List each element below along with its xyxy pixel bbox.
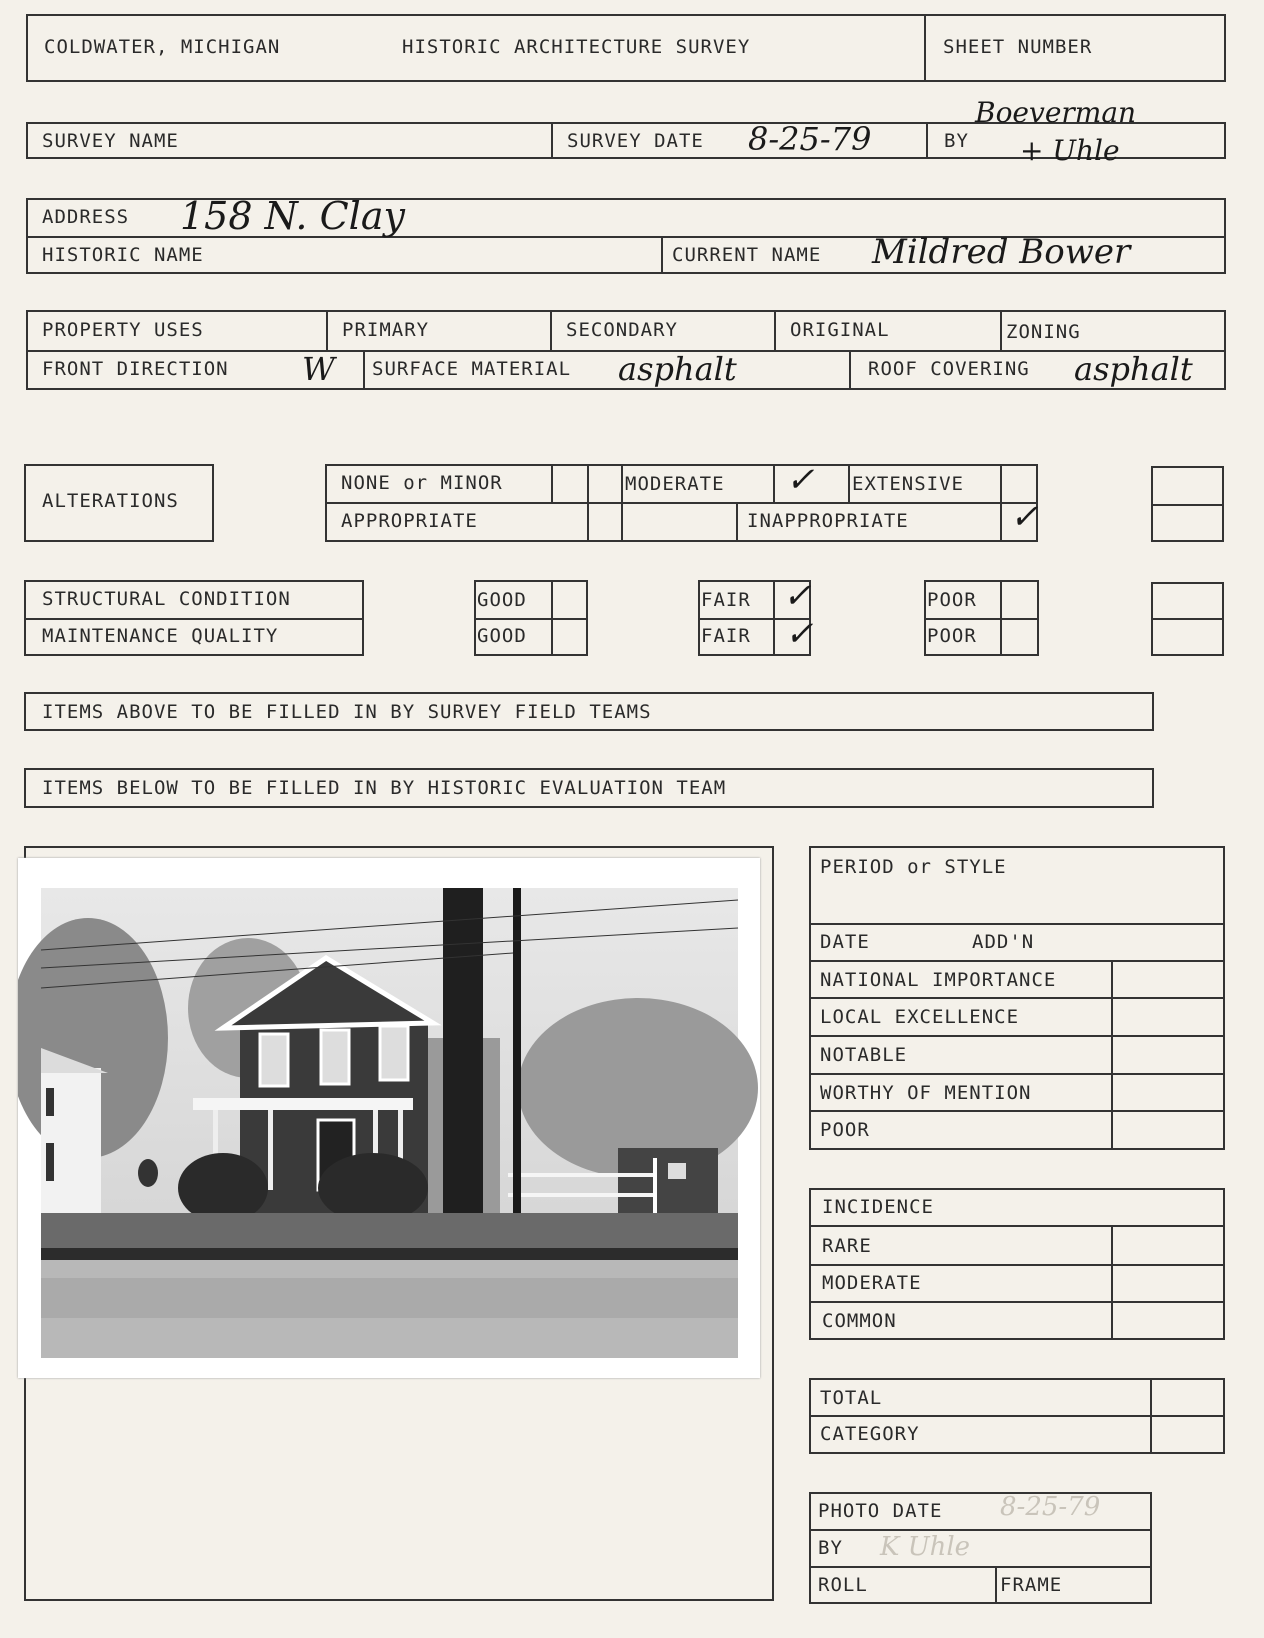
surface-material-value: asphalt [618, 350, 737, 388]
survey-date-label: SURVEY DATE [567, 130, 704, 152]
front-direction-value: W [302, 350, 335, 388]
alt-div-1 [551, 464, 553, 502]
maintenance-poor-label: POOR [927, 625, 977, 647]
roof-covering-label: ROOF COVERING [868, 358, 1030, 380]
total-label: TOTAL [820, 1387, 883, 1409]
photo-div [995, 1566, 997, 1604]
alt-div-7 [1000, 464, 1002, 542]
address-value: 158 N. Clay [180, 194, 405, 238]
survey-by-value-2: + Uhle [1020, 134, 1120, 167]
prop-div-1 [326, 310, 328, 350]
maintenance-fair-label: FAIR [701, 625, 751, 647]
maintenance-fair-check: ✓ [785, 614, 814, 654]
prop-div-5 [363, 350, 365, 390]
incidence-label: INCIDENCE [822, 1196, 934, 1218]
address-label: ADDRESS [42, 206, 130, 228]
eval-line-5 [809, 1073, 1225, 1075]
survey-by-value-1: Boeverman [975, 96, 1137, 129]
photo-area-bottom [24, 1599, 774, 1601]
survey-left-border [26, 122, 28, 159]
sheet-number-label: SHEET NUMBER [943, 36, 1093, 58]
local-excellence-label: LOCAL EXCELLENCE [820, 1006, 1020, 1028]
survey-right-border [1224, 122, 1226, 159]
frame-label: FRAME [1000, 1574, 1063, 1596]
house-photo-image [18, 858, 760, 1378]
eval-poor-label: POOR [820, 1119, 870, 1141]
poor-div [1000, 580, 1002, 656]
structural-fair-label: FAIR [701, 589, 751, 611]
common-label: COMMON [822, 1310, 897, 1332]
survey-div-2 [926, 122, 928, 159]
total-div [1150, 1378, 1152, 1454]
surface-material-label: SURFACE MATERIAL [372, 358, 572, 380]
alt-div-6 [736, 502, 738, 542]
cond-label-mid [24, 618, 364, 620]
category-label: CATEGORY [820, 1423, 920, 1445]
front-direction-label: FRONT DIRECTION [42, 358, 229, 380]
alt-div-5 [848, 464, 850, 502]
inc-line-2 [809, 1264, 1225, 1266]
inappropriate-label: INAPPROPRIATE [747, 510, 909, 532]
eval-line-4 [809, 1035, 1225, 1037]
alterations-label: ALTERATIONS [42, 490, 179, 512]
good-mid [474, 618, 588, 620]
property-uses-label: PROPERTY USES [42, 319, 204, 341]
structural-fair-check: ✓ [783, 576, 812, 616]
house-photograph [18, 858, 760, 1378]
address-div [661, 236, 663, 274]
zoning-label: ZONING [1006, 321, 1081, 343]
photo-by-value: K Uhle [880, 1532, 971, 1562]
alt-div-3 [621, 464, 623, 542]
alt-div-2 [587, 464, 589, 542]
inc-div [1111, 1225, 1113, 1340]
structural-poor-label: POOR [927, 589, 977, 611]
note-below: ITEMS BELOW TO BE FILLED IN BY HISTORIC EVALUATION TEAM [42, 777, 727, 799]
alt-mid-line [325, 502, 1038, 504]
survey-name-label: SURVEY NAME [42, 130, 179, 152]
prop-div-3 [774, 310, 776, 350]
roof-covering-value: asphalt [1074, 350, 1193, 388]
period-style-label: PERIOD or STYLE [820, 856, 1007, 878]
photo-line-2 [809, 1566, 1152, 1568]
maintenance-quality-label: MAINTENANCE QUALITY [42, 625, 279, 647]
maintenance-good-label: GOOD [477, 625, 527, 647]
eval-line-3 [809, 997, 1225, 999]
survey-by-label: BY [944, 130, 969, 152]
current-name-value: Mildred Bower [872, 232, 1131, 272]
worthy-of-mention-label: WORTHY OF MENTION [820, 1082, 1032, 1104]
none-minor-label: NONE or MINOR [341, 472, 503, 494]
header-title: HISTORIC ARCHITECTURE SURVEY [402, 36, 751, 58]
good-div [551, 580, 553, 656]
eval-line-6 [809, 1110, 1225, 1112]
photo-area-right [772, 846, 774, 1601]
addn-label: ADD'N [972, 931, 1035, 953]
current-name-label: CURRENT NAME [672, 244, 822, 266]
roll-label: ROLL [818, 1574, 868, 1596]
eval-div [1111, 960, 1113, 1150]
structural-good-label: GOOD [477, 589, 527, 611]
primary-label: PRIMARY [342, 319, 430, 341]
photo-by-label: BY [818, 1537, 843, 1559]
inappropriate-check: ✓ [1010, 497, 1039, 537]
date-label: DATE [820, 931, 870, 953]
inc-line-1 [809, 1225, 1225, 1227]
rare-label: RARE [822, 1235, 872, 1257]
incidence-moderate-label: MODERATE [822, 1272, 922, 1294]
photo-date-value: 8-25-79 [1000, 1492, 1101, 1522]
survey-date-value: 8-25-79 [748, 120, 872, 158]
cond-side-mid [1151, 618, 1224, 620]
survey-div-1 [551, 122, 553, 159]
prop-div-2 [550, 310, 552, 350]
national-importance-label: NATIONAL IMPORTANCE [820, 969, 1057, 991]
appropriate-label: APPROPRIATE [341, 510, 478, 532]
photo-area-top [24, 846, 774, 848]
historic-name-label: HISTORIC NAME [42, 244, 204, 266]
fair-div [773, 580, 775, 656]
alt-div-4 [773, 464, 775, 502]
extensive-label: EXTENSIVE [852, 473, 964, 495]
poor-mid [924, 618, 1039, 620]
original-label: ORIGINAL [790, 319, 890, 341]
note-above: ITEMS ABOVE TO BE FILLED IN BY SURVEY FIELD TEAMS [42, 701, 652, 723]
total-mid [809, 1415, 1225, 1417]
photo-line-1 [809, 1529, 1152, 1531]
eval-line-1 [809, 923, 1225, 925]
inc-line-3 [809, 1301, 1225, 1303]
moderate-label: MODERATE [625, 473, 725, 495]
secondary-label: SECONDARY [566, 319, 678, 341]
alt-side-mid [1151, 504, 1224, 506]
prop-div-6 [849, 350, 851, 390]
moderate-check: ✓ [786, 460, 815, 500]
header-city: COLDWATER, MICHIGAN [44, 36, 281, 58]
header-divider [924, 14, 926, 82]
notable-label: NOTABLE [820, 1044, 908, 1066]
photo-date-label: PHOTO DATE [818, 1500, 943, 1522]
eval-line-2 [809, 960, 1225, 962]
structural-condition-label: STRUCTURAL CONDITION [42, 588, 291, 610]
prop-div-4 [1000, 310, 1002, 350]
